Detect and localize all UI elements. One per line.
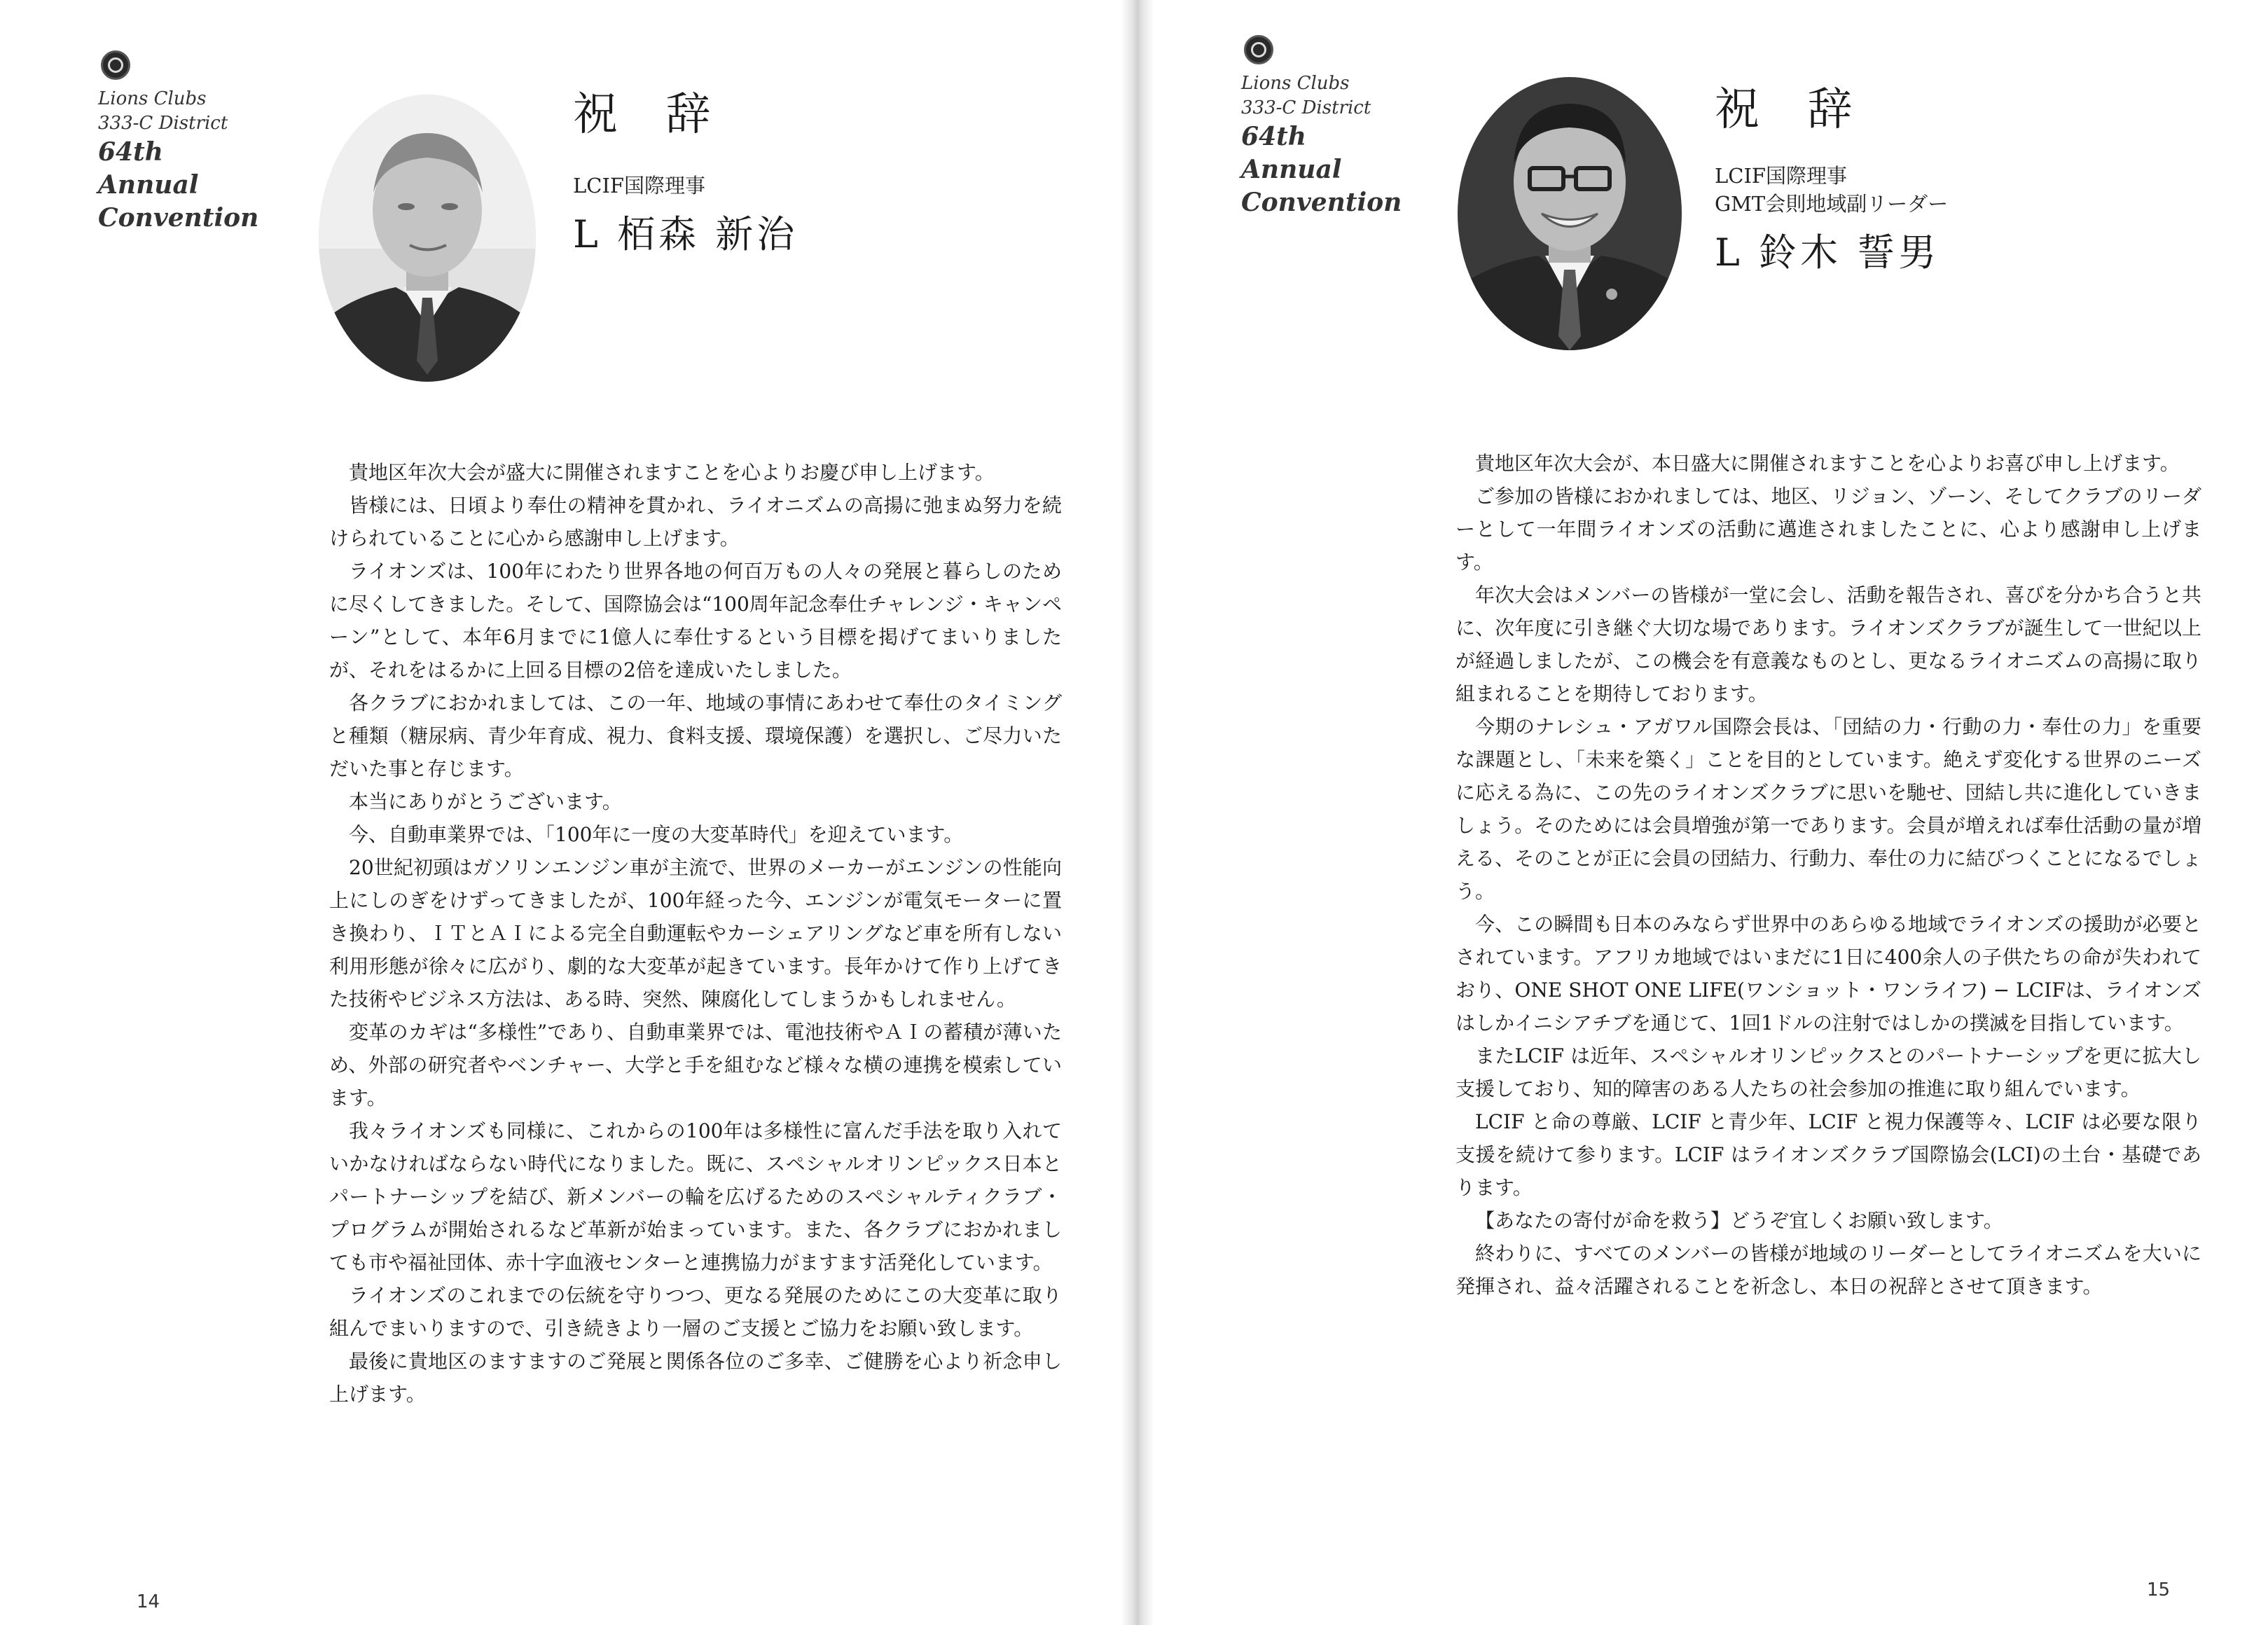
- page-title: 祝 辞: [1715, 84, 1869, 136]
- brand-edition: 64th: [98, 137, 163, 167]
- paragraph: 【あなたの寄付が命を救う】どうぞ宜しくお願い致します。: [1475, 1209, 2003, 1232]
- paragraph: 我々ライオンズも同様に、これからの100年は多様性に富んだ手法を取り入れていかなければならない時代になりました。既に、スペシャルオリンピックス日本とパートナーシップを結び、新メンバーの輪を広げるためのスペシャルティクラブ・プログラムが開始されるなど革新が始まっています。また、各クラブにおかれましても市や福祉団体、赤十字血液センターと連携協力がますます活発化しています。: [329, 1119, 1062, 1274]
- lions-branding: [1241, 35, 1402, 219]
- paragraph: 今、この瞬間も日本のみならず世界中のあらゆる地域でライオンズの援助が必要とされています。アフリカ地域ではいまだに1日に400余人の子供たちの命が失われており、ONE SHOT ONE LIFE(ワンショット・ワンライフ) − LCIFは、ライオンズはしかイニシアチブを通じて、1回1ドルの注射ではしかの撲滅を目指しています。: [1455, 913, 2201, 1035]
- speaker-role-secondary: GMT会則地域副リーダー: [1715, 192, 1949, 216]
- lions-branding: [98, 50, 258, 235]
- speaker-role: LCIF国際理事: [573, 174, 706, 198]
- brand-convention: Convention: [1241, 188, 1402, 217]
- brand-annual: Annual: [98, 170, 199, 200]
- right-page: [1154, 0, 2268, 1625]
- speaker-name: L 栢森 新治: [573, 212, 798, 256]
- paragraph: 終わりに、すべてのメンバーの皆様が地域のリーダーとしてライオニズムを大いに発揮され、益々活躍されることを祈念し、本日の祝辞とさせて頂きます。: [1455, 1242, 2201, 1298]
- speaker-role: LCIF国際理事: [1715, 164, 1848, 188]
- page-number: 15: [2147, 1579, 2171, 1600]
- lions-logo-icon: [1244, 35, 1273, 64]
- brand-district: 333-C District: [1241, 97, 1371, 118]
- brand-edition: 64th: [1241, 122, 1306, 151]
- lions-logo-icon: [101, 50, 130, 80]
- paragraph: 今、自動車業界では、「100年に一度の大変革時代」を迎えています。: [349, 823, 964, 846]
- left-page: [0, 0, 1121, 1625]
- paragraph: 変革のカギは“多様性”であり、自動車業界では、電池技術やＡＩの蓄積が薄いため、外部の研究者やベンチャー、大学と手を組むなど様々な横の連携を模索しています。: [329, 1021, 1062, 1109]
- paragraph: 貴地区年次大会が盛大に開催されますことを心よりお慶び申し上げます。: [349, 461, 995, 484]
- speaker-portrait: [1458, 77, 1682, 350]
- message-body: [1455, 447, 2201, 1303]
- speaker-portrait: [319, 95, 536, 382]
- brand-annual: Annual: [1241, 155, 1342, 184]
- paragraph: またLCIF は近年、スペシャルオリンピックスとのパートナーシップを更に拡大し支援しており、知的障害のある人たちの社会参加の推進に取り組んでいます。: [1455, 1044, 2201, 1100]
- paragraph: 今期のナレシュ・アガワル国際会長は、「団結の力・行動の力・奉仕の力」を重要な課題とし、「未来を築く」ことを目的としています。絶えず変化する世界のニーズに応える為に、この先のライオンズクラブに思いを馳せ、団結し共に進化していきましょう。そのためには会員増強が第一であります。会員が増えれば奉仕活動の量が増える、そのことが正に会員の団結力、行動力、奉仕の力に結びつくことになるでしょう。: [1455, 715, 2201, 903]
- paragraph: ご参加の皆様におかれましては、地区、リジョン、ゾーン、そしてクラブのリーダーとして一年間ライオンズの活動に邁進されましたことに、心より感謝申し上げます。: [1455, 485, 2201, 574]
- paragraph: 貴地区年次大会が、本日盛大に開催されますことを心よりお喜び申し上げます。: [1475, 452, 2180, 475]
- paragraph: ライオンズのこれまでの伝統を守りつつ、更なる発展のためにこの大変革に取り組んでまいりますので、引き続きより一層のご支援とご協力をお願い致します。: [329, 1284, 1062, 1340]
- paragraph: 各クラブにおかれましては、この一年、地域の事情にあわせて奉仕のタイミングと種類（糖尿病、青少年育成、視力、食料支援、環境保護）を選択し、ご尽力いただいた事と存じます。: [329, 691, 1062, 780]
- paragraph: LCIF と命の尊厳、LCIF と青少年、LCIF と視力保護等々、LCIF は必要な限り支援を続けて参ります。LCIF はライオンズクラブ国際協会(LCI)の土台・基礎であります。: [1455, 1110, 2201, 1199]
- brand-convention: Convention: [98, 203, 259, 233]
- brand-org: Lions Clubs: [98, 88, 207, 109]
- book-gutter: [1121, 0, 1154, 1625]
- paragraph: ライオンズは、100年にわたり世界各地の何百万もの人々の発展と暮らしのために尽くしてきました。そして、国際協会は“100周年記念奉仕チャレンジ・キャンペーン”として、本年6月までに1億人に奉仕するという目標を掲げてまいりましたが、それをはるかに上回る目標の2倍を達成いたしました。: [329, 560, 1062, 682]
- paragraph: 最後に貴地区のますますのご発展と関係各位のご多幸、ご健勝を心より祈念申し上げます。: [329, 1350, 1062, 1406]
- message-body: [329, 456, 1062, 1411]
- paragraph: 年次大会はメンバーの皆様が一堂に会し、活動を報告され、喜びを分かち合うと共に、次年度に引き継ぐ大切な場であります。ライオンズクラブが誕生して一世紀以上が経過しましたが、この機会を有意義なものとし、更なるライオニズムの高揚に取り組まれることを期待しております。: [1455, 583, 2201, 705]
- speaker-name: L 鈴木 誓男: [1715, 230, 1940, 275]
- brand-district: 333-C District: [98, 113, 228, 134]
- paragraph: 本当にありがとうございます。: [349, 790, 622, 813]
- paragraph: 20世紀初頭はガソリンエンジン車が主流で、世界のメーカーがエンジンの性能向上にしのぎをけずってきましたが、100年経った今、エンジンが電気モーターに置き換わり、ＩＴとＡＩによる完全自動運転やカーシェアリングなど車を所有しない利用形態が徐々に広がり、劇的な大変革が起きています。長年かけて作り上げてきた技術やビジネス方法は、ある時、突然、陳腐化してしまうかもしれません。: [329, 856, 1062, 1011]
- paragraph: 皆様には、日頃より奉仕の精神を貫かれ、ライオニズムの高揚に弛まぬ努力を続けられていることに心から感謝申し上げます。: [329, 494, 1062, 550]
- page-title: 祝 辞: [573, 89, 728, 141]
- page-number: 14: [137, 1591, 160, 1612]
- brand-org: Lions Clubs: [1241, 73, 1350, 94]
